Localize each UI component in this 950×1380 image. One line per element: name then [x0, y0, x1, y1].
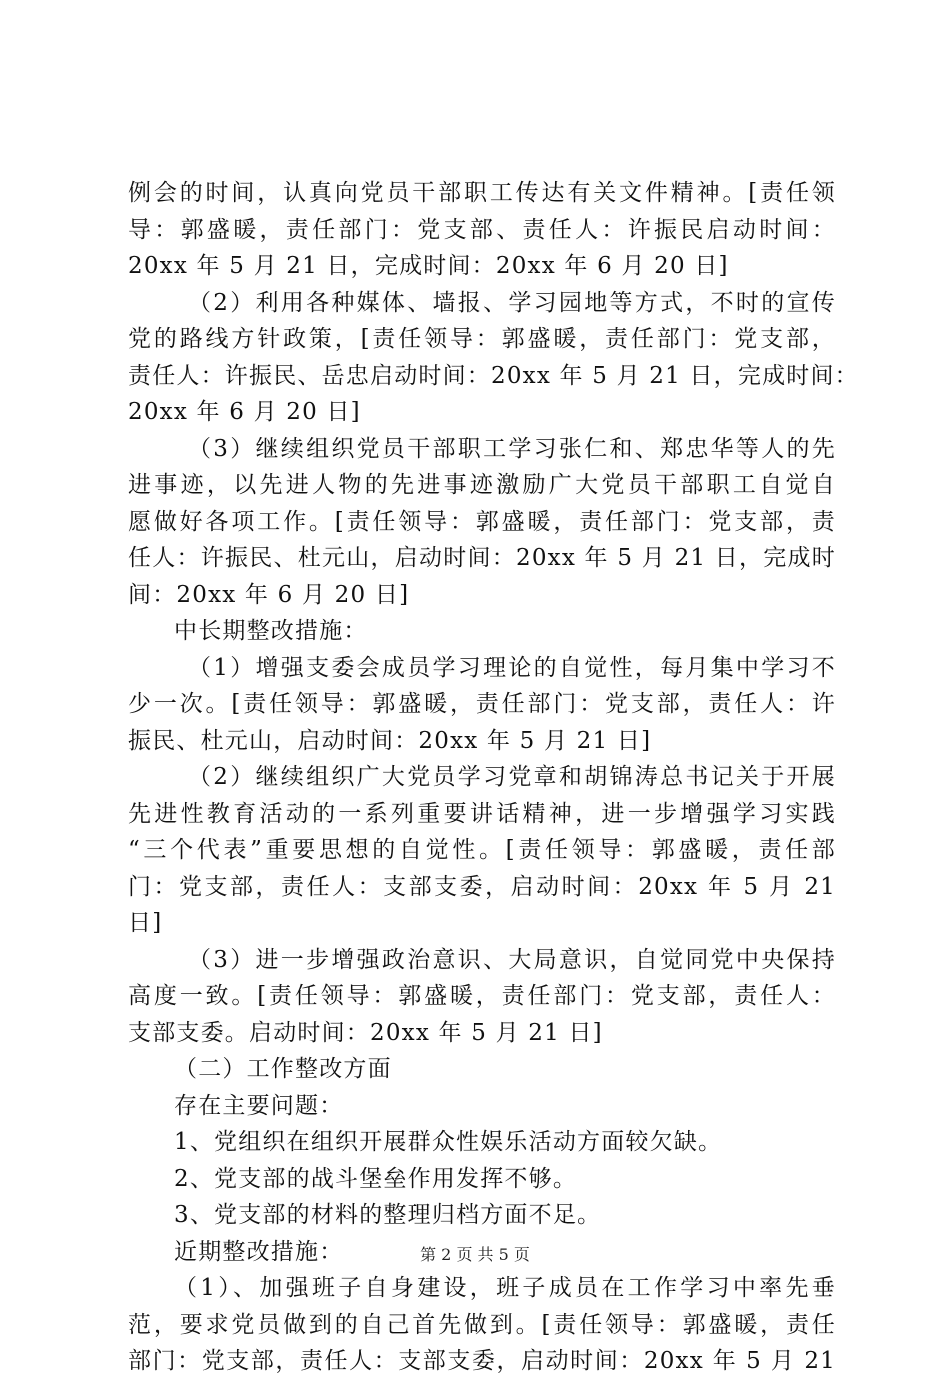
text-line: （二）工作整改方面 — [174, 1056, 392, 1082]
text-line: 振民、杜元山，启动时间：20xx 年 5 月 21 日] — [128, 727, 652, 754]
text-line: “三个代表”重要思想的自觉性。[责任领导：郭盛暖，责任部 — [128, 837, 836, 863]
text-line: 存在主要问题： — [174, 1092, 344, 1119]
document-body — [128, 175, 859, 1380]
text-line: 先进性教育活动的一系列重要讲话精神，进一步增强学习实践 — [128, 800, 836, 827]
text-line: 责任人：许振民、岳忠启动时间：20xx 年 5 月 21 日，完成时间： — [128, 362, 859, 389]
text-line: 愿做好各项工作。[责任领导：郭盛暖，责任部门：党支部，责 — [128, 508, 836, 535]
text-line: （1）、加强班子自身建设，班子成员在工作学习中率先垂 — [174, 1275, 836, 1301]
text-line: 近期整改措施： — [174, 1238, 344, 1265]
text-line: 20xx 年 6 月 20 日] — [128, 399, 361, 425]
text-line: 例会的时间，认真向党员干部职工传达有关文件精神。[责任领 — [128, 180, 836, 206]
text-line: 高度一致。[责任领导：郭盛暖，责任部门：党支部，责任人： — [128, 983, 836, 1009]
text-line: 范，要求党员做到的自己首先做到。[责任领导：郭盛暖，责任 — [128, 1311, 836, 1338]
text-line: （1）增强支委会成员学习理论的自觉性，每月集中学习不 — [188, 654, 836, 681]
text-line: （2）利用各种媒体、墙报、学习园地等方式，不时的宣传 — [188, 289, 836, 316]
page-footer: 第 2 页 共 5 页 — [420, 1245, 530, 1264]
text-line: 党的路线方针政策，[责任领导：郭盛暖，责任部门：党支部， — [128, 326, 836, 352]
text-line: 间：20xx 年 6 月 20 日] — [128, 581, 410, 608]
text-line: 部门：党支部，责任人：支部支委，启动时间：20xx 年 5 月 21 — [128, 1348, 836, 1374]
text-line: 日] — [128, 910, 163, 936]
text-line: （3）继续组织党员干部职工学习张仁和、郑忠华等人的先 — [188, 435, 836, 462]
text-line: 支部支委。启动时间：20xx 年 5 月 21 日] — [128, 1019, 603, 1046]
text-line: （3）进一步增强政治意识、大局意识，自觉同党中央保持 — [188, 946, 836, 973]
text-line: 1、党组织在组织开展群众性娱乐活动方面较欠缺。 — [174, 1129, 723, 1155]
text-line: 2、党支部的战斗堡垒作用发挥不够。 — [174, 1165, 578, 1192]
text-line: 任人：许振民、杜元山，启动时间：20xx 年 5 月 21 日，完成时 — [128, 545, 836, 571]
text-line: 20xx 年 5 月 21 日，完成时间：20xx 年 6 月 20 日] — [128, 253, 729, 279]
text-line: 中长期整改措施： — [174, 618, 368, 644]
text-line: 导：郭盛暖，责任部门：党支部、责任人：许振民启动时间： — [128, 216, 836, 243]
text-line: 进事迹，以先进人物的先进事迹激励广大党员干部职工自觉自 — [128, 472, 836, 498]
text-line: （2）继续组织广大党员学习党章和胡锦涛总书记关于开展 — [188, 764, 836, 790]
text-line: 少一次。[责任领导：郭盛暖，责任部门：党支部，责任人：许 — [128, 691, 836, 717]
text-line: 3、党支部的材料的整理归档方面不足。 — [174, 1202, 602, 1228]
text-line: 门：党支部，责任人：支部支委，启动时间：20xx 年 5 月 21 — [128, 873, 836, 900]
